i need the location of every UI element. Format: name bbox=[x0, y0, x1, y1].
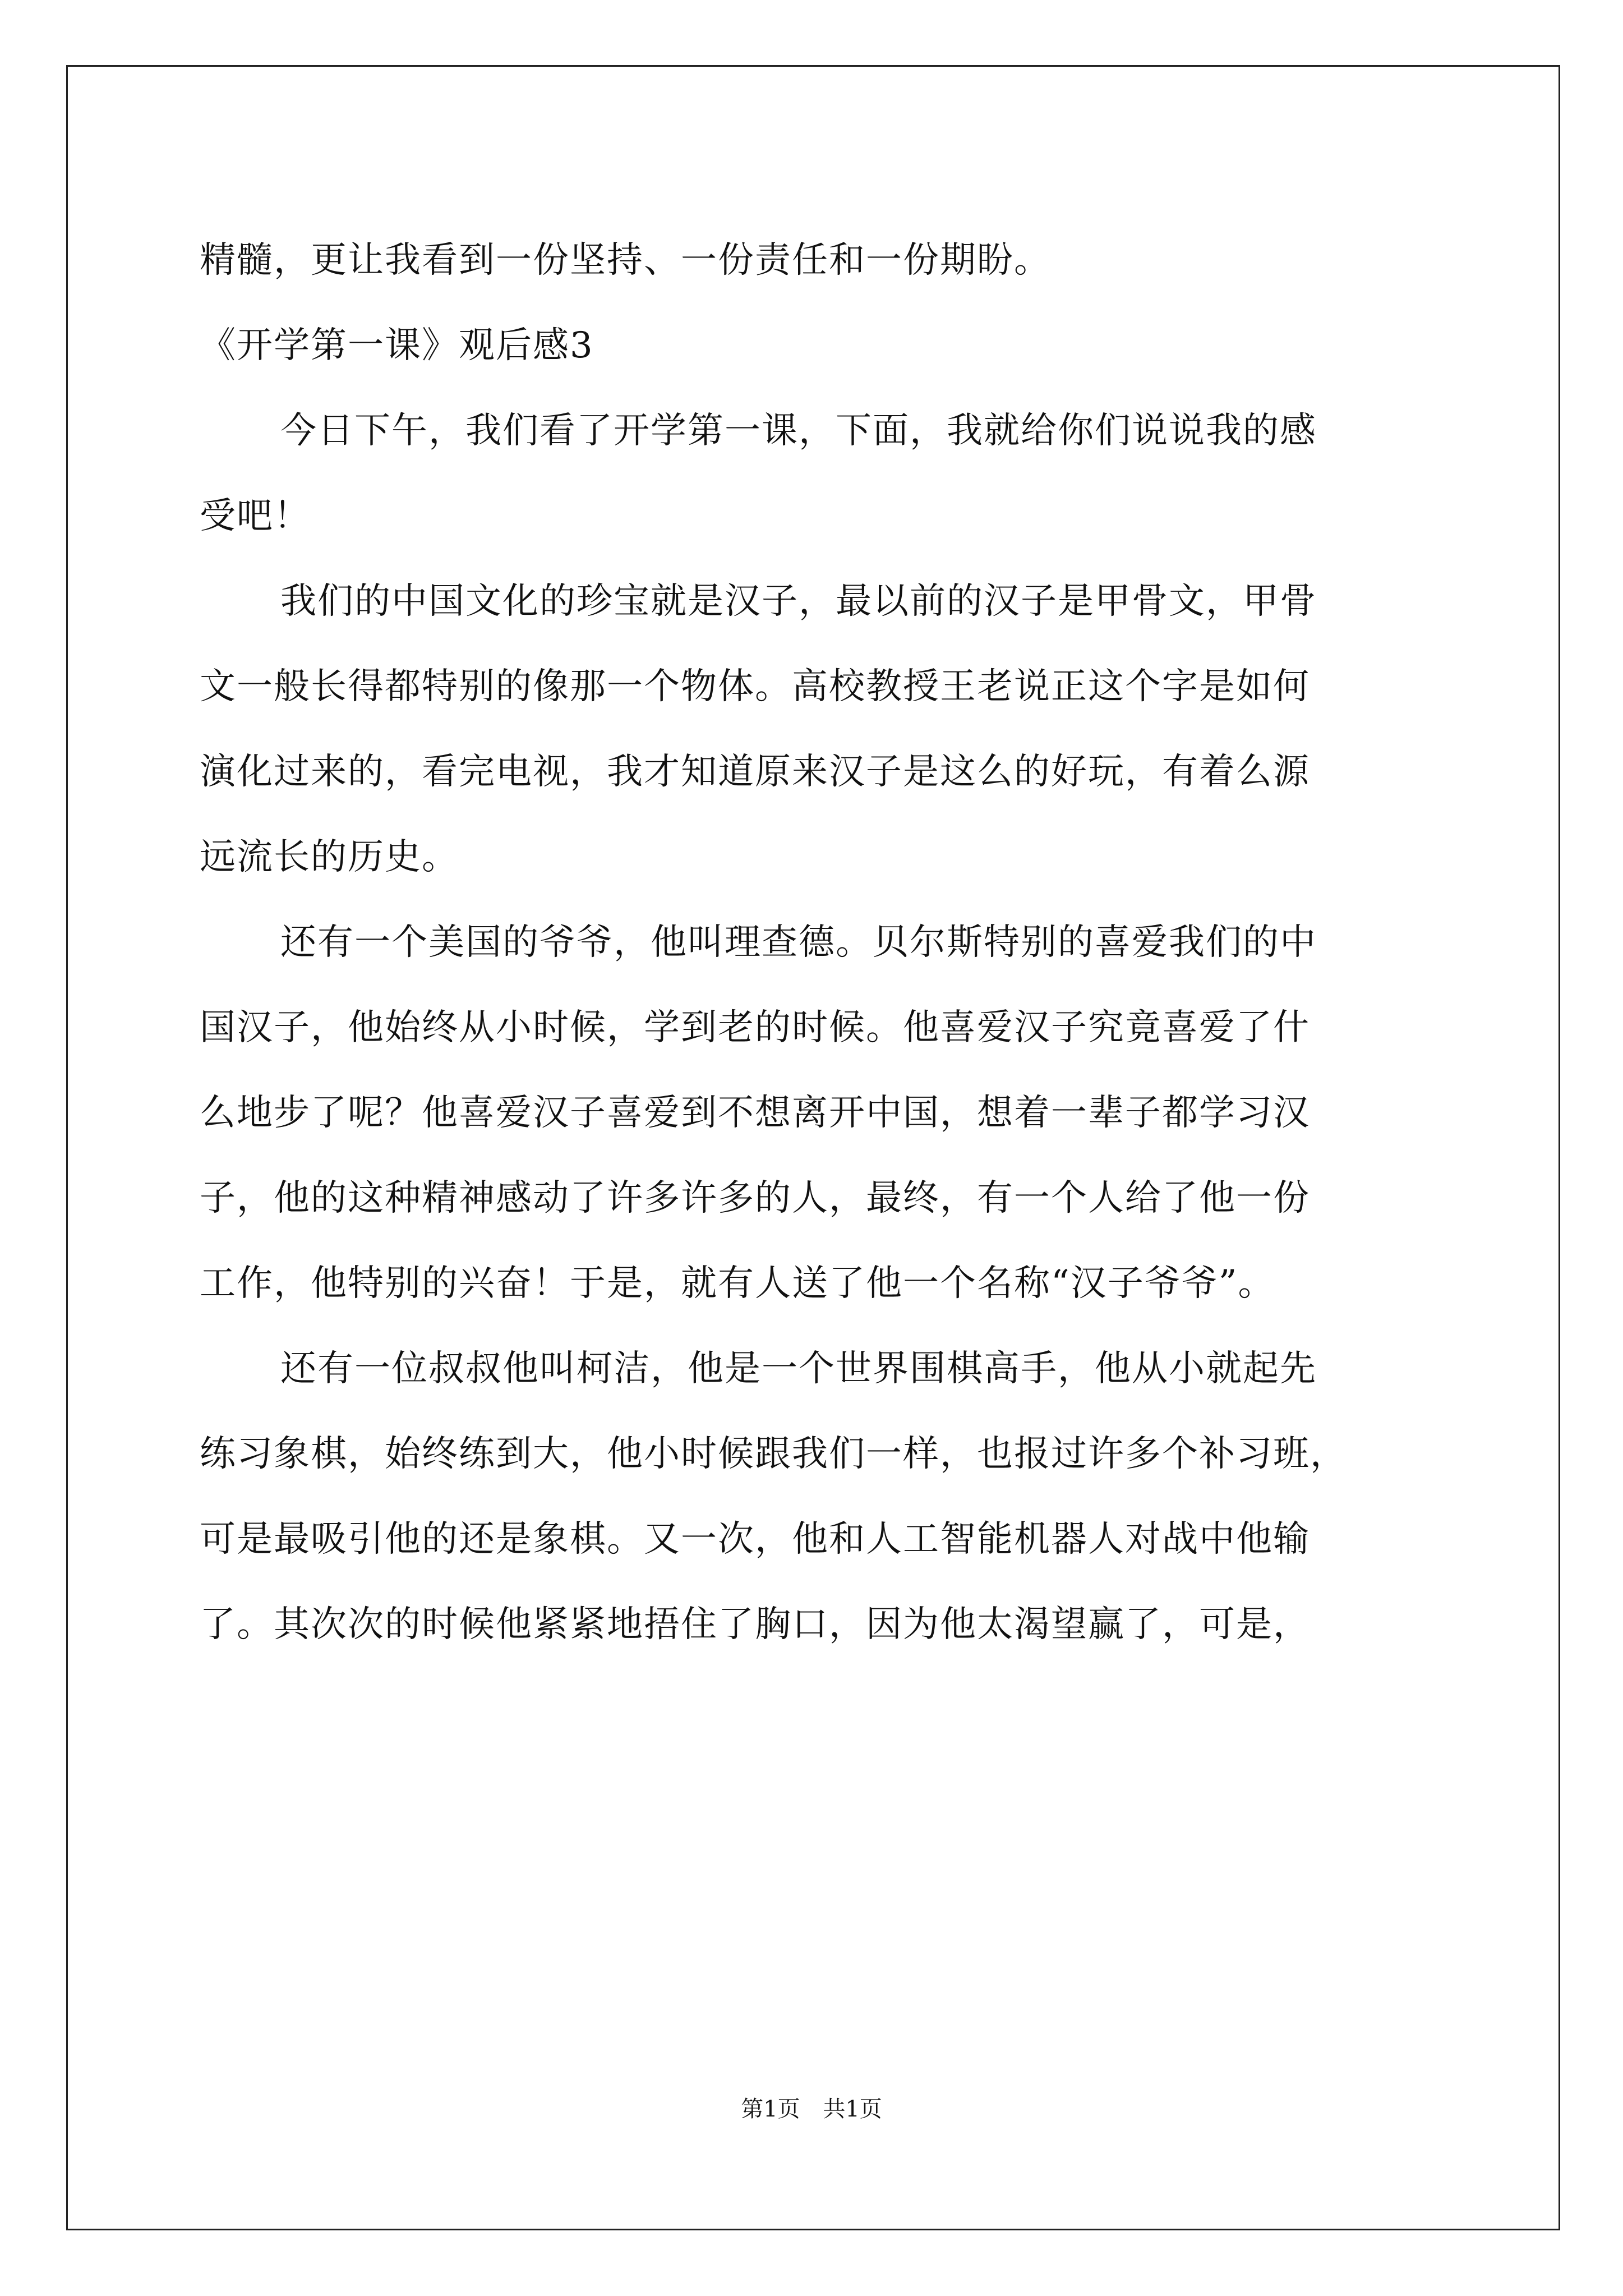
text-line: 文一般长得都特别的像那一个物体。高校教授王老说正这个字是如何 bbox=[200, 666, 1310, 707]
text-line: 国汉子，他始终从小时候，学到老的时候。他喜爱汉子究竟喜爱了什 bbox=[200, 1007, 1310, 1048]
text-line: 今日下午，我们看了开学第一课，下面，我就给你们说说我的感 bbox=[280, 410, 1317, 452]
text-line: 精髓，更让我看到一份坚持、一份责任和一份期盼。 bbox=[200, 240, 1051, 281]
page-number: 第1页 bbox=[741, 2096, 800, 2122]
text-line: 远流长的历史。 bbox=[200, 836, 459, 878]
text-line: 工作，他特别的兴奋！于是，就有人送了他一个名称“汉子爷爷”。 bbox=[200, 1263, 1275, 1304]
page-total: 共1页 bbox=[823, 2096, 882, 2122]
text-line: 我们的中国文化的珍宝就是汉子，最以前的汉子是甲骨文，甲骨 bbox=[280, 581, 1317, 622]
text-line: 么地步了呢？他喜爱汉子喜爱到不想离开中国，想着一辈子都学习汉 bbox=[200, 1092, 1310, 1134]
text-line: 受吧！ bbox=[200, 495, 311, 537]
text-line: 还有一个美国的爷爷，他叫理查德。贝尔斯特别的喜爱我们的中 bbox=[280, 922, 1317, 963]
page-footer bbox=[0, 2091, 1623, 2123]
text-line: 可是最吸引他的还是象棋。又一次，他和人工智能机器人对战中他输 bbox=[200, 1519, 1310, 1560]
section-title: 《开学第一课》观后感3 bbox=[200, 325, 594, 366]
text-line: 演化过来的，看完电视，我才知道原来汉子是这么的好玩，有着么源 bbox=[200, 751, 1310, 793]
document-body bbox=[200, 218, 1428, 1667]
text-line: 还有一位叔叔他叫柯洁，他是一个世界围棋高手，他从小就起先 bbox=[280, 1348, 1317, 1389]
text-line: 了。其次次的时候他紧紧地捂住了胸口，因为他太渴望赢了，可是， bbox=[200, 1604, 1310, 1645]
text-line: 练习象棋，始终练到大，他小时候跟我们一样，也报过许多个补习班， bbox=[200, 1433, 1347, 1475]
text-line: 子，他的这种精神感动了许多许多的人，最终，有一个人给了他一份 bbox=[200, 1177, 1310, 1219]
